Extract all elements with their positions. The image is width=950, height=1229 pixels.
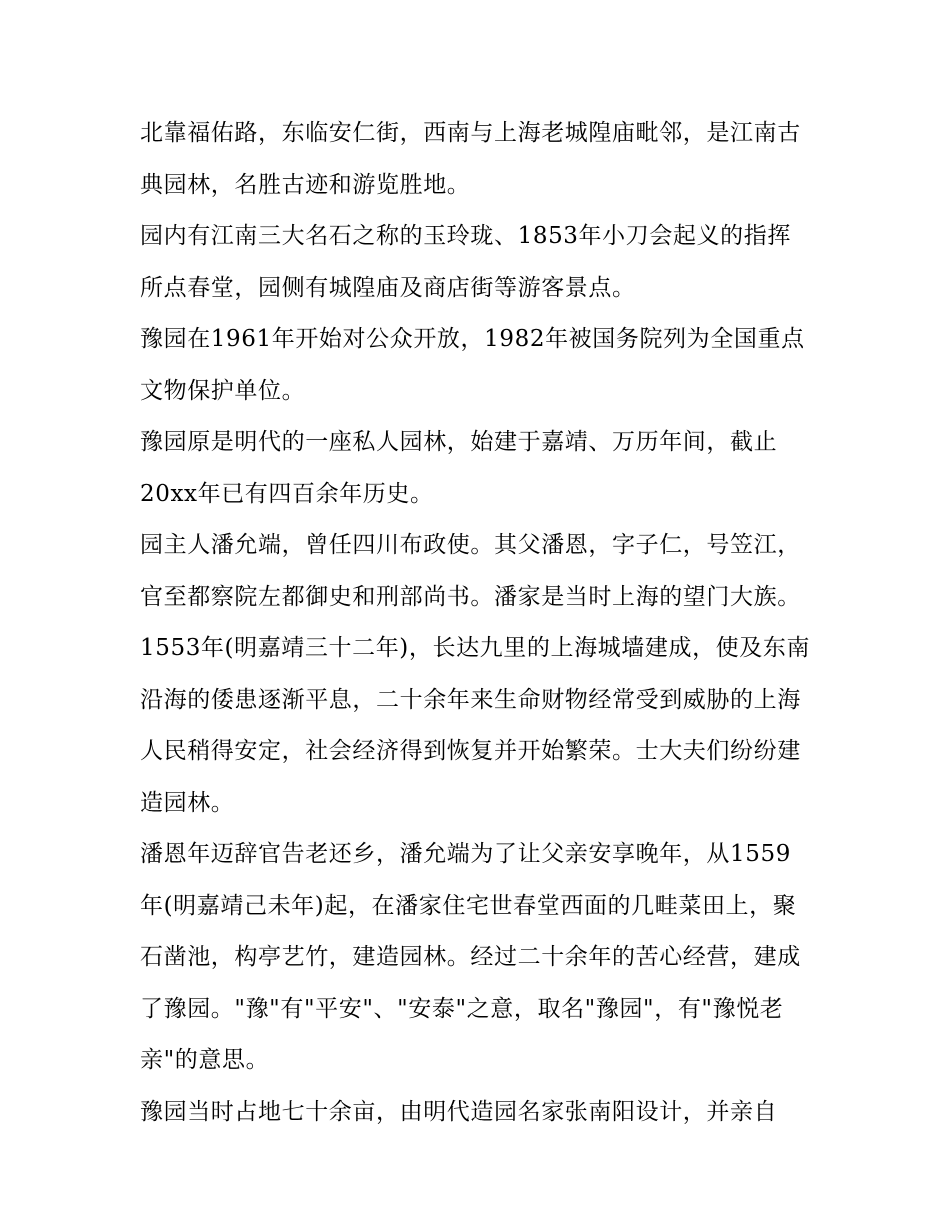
document-body: [140, 108, 812, 1138]
paragraph-area: 豫园当时占地七十余亩，由明代造园名家张南阳设计，并亲自: [140, 1098, 778, 1125]
paragraph-history: 豫园原是明代的一座私人园林，始建于嘉靖、万历年间，截止20xx年已有四百余年历史。: [140, 429, 778, 507]
paragraph-location: 北靠福佑路，东临安仁街，西南与上海老城隍庙毗邻，是江南古典园林，名胜古迹和游览胜地。: [140, 120, 801, 198]
paragraph-owner: 园主人潘允端，曾任四川布政使。其父潘恩，字子仁，号笠江，官至都察院左都御史和刑部尚书。潘家是当时上海的望门大族。1553年(明嘉靖三十二年)，长达九里的上海城墙建成，使及东南沿海的倭患逐渐平息，二十余年来生命财物经常受到威胁的上海人民稍得安定，社会经济得到恢复并开始繁荣。士大夫们纷纷建造园林。: [140, 532, 811, 816]
paragraph-famous-stones: 园内有江南三大名石之称的玉玲珑、1853年小刀会起义的指挥所点春堂，园侧有城隍庙及商店街等游客景点。: [140, 223, 791, 301]
paragraph-public-opening: 豫园在1961年开始对公众开放，1982年被国务院列为全国重点文物保护单位。: [140, 326, 805, 404]
paragraph-construction: 潘恩年迈辞官告老还乡，潘允端为了让父亲安享晚年，从1559年(明嘉靖己未年)起，在潘家住宅世春堂西面的几畦菜田上，聚石凿池，构亭艺竹，建造园林。经过二十余年的苦心经营，建成了豫园。"豫"有"平安"、"安泰"之意，取名"豫园"，有"豫悦老亲"的意思。: [140, 841, 801, 1073]
